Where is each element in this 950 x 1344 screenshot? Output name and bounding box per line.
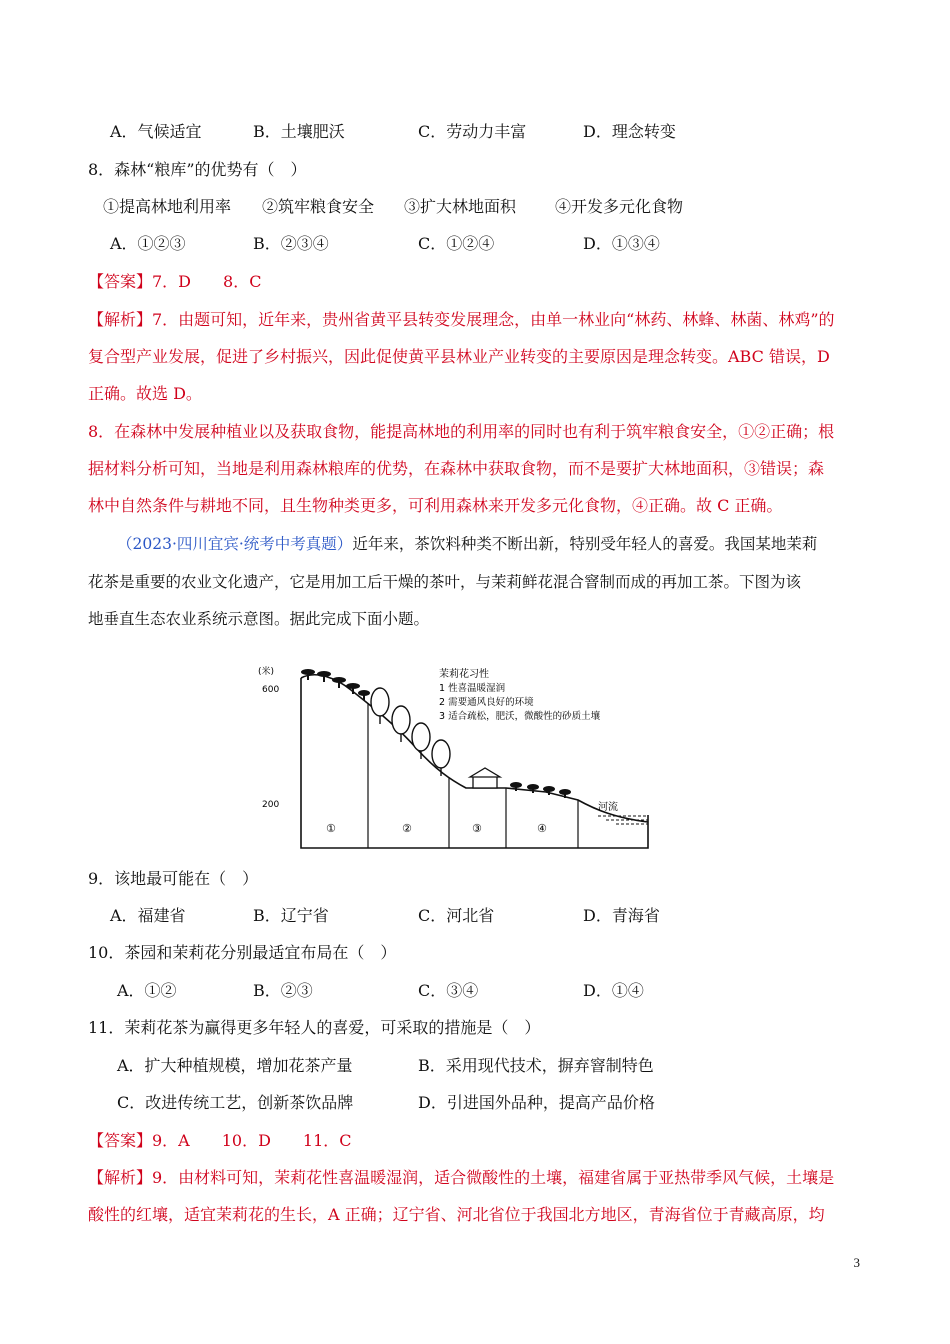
q8-option-a: A．①②③ [110, 234, 186, 253]
q8-item-3: ③扩大林地面积 [404, 197, 517, 216]
legend-title: 茉莉花习性 [439, 669, 489, 680]
legend-item-1: 1 性喜温暖湿润 [439, 683, 506, 694]
passage-line-3: 地垂直生态农业系统示意图。据此完成下面小题。 [88, 610, 430, 628]
legend-item-3: 3 适合疏松，肥沃，微酸性的砂质土壤 [439, 711, 601, 722]
q8-stem: 8．森林“粮库”的优势有（ ） [88, 160, 307, 179]
q8-option-d: D．①③④ [583, 234, 660, 253]
q11-option-d: D．引进国外品种，提高产品价格 [418, 1093, 655, 1112]
q9-option-b: B．辽宁省 [253, 906, 329, 925]
q8-option-c: C．①②④ [418, 234, 495, 253]
q8-item-2: ②筑牢粮食安全 [262, 197, 375, 216]
analysis-line: 正确。故选 D。 [88, 384, 202, 403]
passage-line-2: 花茶是重要的农业文化遗产，它是用加工后干燥的茶叶，与茉莉鲜花混合窨制而成的再加工茶。下图为该 [88, 573, 802, 591]
legend-item-2: 2 需要通风良好的环境 [439, 697, 534, 708]
analysis-line: 【解析】7．由题可知，近年来，贵州省黄平县转变发展理念，由单一林业向“林药、林蜂、林菌、林鸡”的 [88, 310, 835, 329]
q7-option-b: B．土壤肥沃 [253, 122, 345, 141]
q9-option-c: C．河北省 [418, 906, 495, 925]
q7-option-d: D．理念转变 [583, 122, 676, 141]
passage-source: （2023·四川宜宾·统考中考真题） [117, 535, 353, 553]
analysis-line: 【解析】9．由材料可知，茉莉花性喜温暖湿润，适合微酸性的土壤，福建省属于亚热带季风气候，土壤是 [88, 1168, 835, 1187]
answer-9-11: 【答案】9．A 10．D 11．C [88, 1131, 352, 1150]
q7-option-a: A．气候适宜 [110, 122, 202, 141]
zone-3-label: ③ [472, 822, 482, 835]
q10-option-a: A．①② [117, 981, 177, 1000]
analysis-line: 林中自然条件与耕地不同，且生物种类更多，可利用森林来开发多元化食物，④正确。故 C 正确。 [88, 496, 783, 515]
q11-option-c: C．改进传统工艺，创新茶饮品牌 [117, 1093, 354, 1112]
q9-stem: 9．该地最可能在（ ） [88, 869, 259, 888]
analysis-line: 复合型产业发展，促进了乡村振兴，因此促使黄平县林业产业转变的主要原因是理念转变。ABC 错误，D [88, 347, 830, 366]
q10-option-d: D．①④ [583, 981, 644, 1000]
zone-1-label: ① [326, 822, 336, 835]
y-tick-600: 600 [262, 685, 280, 695]
analysis-line: 8．在森林中发展种植业以及获取食物，能提高林地的利用率的同时也有利于筑牢粮食安全，①②正确；根 [88, 422, 835, 441]
y-unit-label: (米) [258, 667, 275, 677]
zone-4-label: ④ [537, 822, 547, 835]
analysis-line: 酸性的红壤，适宜茉莉花的生长，A 正确；辽宁省、河北省位于我国北方地区，青海省位于青藏高原，均 [88, 1205, 825, 1224]
tea-bush-icon [301, 669, 370, 700]
q8-option-b: B．②③④ [253, 234, 329, 253]
answer-7-8: 【答案】7．D 8．C [88, 272, 262, 291]
q10-option-b: B．②③ [253, 981, 313, 1000]
passage-text: 近年来，茶饮料种类不断出新，特别受年轻人的喜爱。我国某地茉莉 [352, 535, 818, 553]
q9-option-d: D．青海省 [583, 906, 660, 925]
q7-option-c: C．劳动力丰富 [418, 122, 527, 141]
q11-option-b: B．采用现代技术，摒弃窨制特色 [418, 1056, 654, 1075]
q11-option-a: A．扩大种植规模，增加花茶产量 [117, 1056, 353, 1075]
river-label: 河流 [598, 802, 618, 813]
y-tick-200: 200 [262, 800, 280, 810]
zone-2-label: ② [402, 822, 412, 835]
q11-stem: 11．茉莉花茶为赢得更多年轻人的喜爱，可采取的措施是（ ） [88, 1018, 541, 1037]
q8-item-1: ①提高林地利用率 [103, 197, 232, 216]
q10-stem: 10．茶园和茉莉花分别最适宜布局在（ ） [88, 943, 397, 962]
vertical-agriculture-diagram [256, 660, 686, 855]
q10-option-c: C．③④ [418, 981, 479, 1000]
passage-line-1 [117, 533, 817, 555]
q9-option-a: A．福建省 [110, 906, 186, 925]
page-number: 3 [853, 1255, 860, 1270]
q8-item-4: ④开发多元化食物 [555, 197, 684, 216]
analysis-line: 据材料分析可知，当地是利用森林粮库的优势，在森林中获取食物，而不是要扩大林地面积，③错误；森 [88, 459, 825, 478]
house-icon [470, 768, 500, 788]
